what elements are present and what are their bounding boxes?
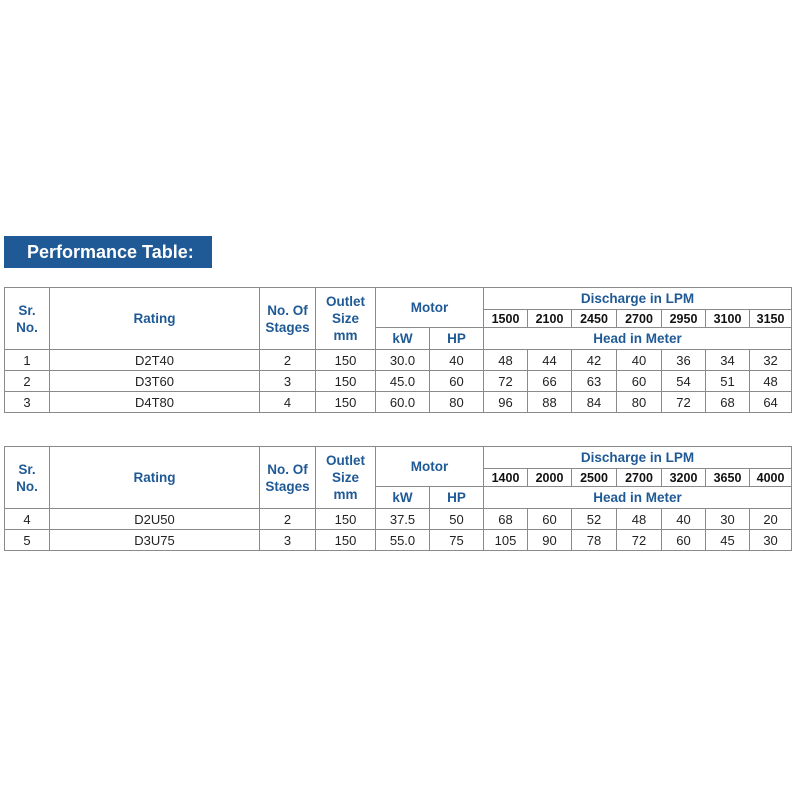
rating-header: Rating — [50, 288, 260, 350]
stages-cell: 4 — [260, 392, 316, 413]
discharge-value: 2950 — [662, 310, 706, 328]
outlet-cell: 150 — [316, 350, 376, 371]
kw-cell: 55.0 — [376, 530, 430, 551]
rating-cell: D2U50 — [50, 509, 260, 530]
sr-cell: 2 — [5, 371, 50, 392]
head-cell: 20 — [750, 509, 792, 530]
head-header: Head in Meter — [484, 328, 792, 350]
head-cell: 60 — [617, 371, 662, 392]
table-row — [5, 530, 792, 551]
head-cell: 72 — [662, 392, 706, 413]
head-cell: 48 — [617, 509, 662, 530]
discharge-value: 2700 — [617, 469, 662, 487]
discharge-header: Discharge in LPM — [484, 447, 792, 469]
kw-cell: 37.5 — [376, 509, 430, 530]
table-row — [5, 392, 792, 413]
discharge-value: 3150 — [750, 310, 792, 328]
head-cell: 54 — [662, 371, 706, 392]
stages-cell: 2 — [260, 509, 316, 530]
outlet-cell: 150 — [316, 530, 376, 551]
performance-table-1 — [4, 287, 792, 413]
outlet-header: Outlet Size mm — [316, 288, 376, 350]
head-cell: 48 — [750, 371, 792, 392]
hp-cell: 50 — [430, 509, 484, 530]
stages-cell: 3 — [260, 371, 316, 392]
sr-cell: 4 — [5, 509, 50, 530]
outlet-cell: 150 — [316, 371, 376, 392]
discharge-header: Discharge in LPM — [484, 288, 792, 310]
discharge-value: 1500 — [484, 310, 528, 328]
table-row — [5, 371, 792, 392]
sr-cell: 1 — [5, 350, 50, 371]
rating-cell: D3T60 — [50, 371, 260, 392]
discharge-value: 2500 — [572, 469, 617, 487]
head-cell: 90 — [528, 530, 572, 551]
performance-table-2 — [4, 446, 792, 551]
hp-cell: 60 — [430, 371, 484, 392]
kw-cell: 30.0 — [376, 350, 430, 371]
sr-no-header: Sr. No. — [5, 288, 50, 350]
page-title: Performance Table: — [4, 236, 212, 268]
head-cell: 105 — [484, 530, 528, 551]
head-cell: 63 — [572, 371, 617, 392]
discharge-value: 2450 — [572, 310, 617, 328]
head-cell: 64 — [750, 392, 792, 413]
stages-cell: 3 — [260, 530, 316, 551]
kw-cell: 45.0 — [376, 371, 430, 392]
head-cell: 30 — [706, 509, 750, 530]
head-cell: 51 — [706, 371, 750, 392]
head-cell: 78 — [572, 530, 617, 551]
head-cell: 42 — [572, 350, 617, 371]
head-cell: 36 — [662, 350, 706, 371]
stages-header: No. Of Stages — [260, 288, 316, 350]
head-cell: 72 — [617, 530, 662, 551]
kw-header: kW — [376, 487, 430, 509]
head-cell: 48 — [484, 350, 528, 371]
kw-header: kW — [376, 328, 430, 350]
discharge-value: 2700 — [617, 310, 662, 328]
head-cell: 34 — [706, 350, 750, 371]
rating-cell: D4T80 — [50, 392, 260, 413]
rating-cell: D2T40 — [50, 350, 260, 371]
outlet-header: Outlet Size mm — [316, 447, 376, 509]
head-cell: 40 — [662, 509, 706, 530]
hp-cell: 80 — [430, 392, 484, 413]
hp-cell: 40 — [430, 350, 484, 371]
hp-header: HP — [430, 487, 484, 509]
motor-header: Motor — [376, 447, 484, 487]
discharge-value: 3200 — [662, 469, 706, 487]
head-cell: 68 — [706, 392, 750, 413]
head-cell: 80 — [617, 392, 662, 413]
motor-header: Motor — [376, 288, 484, 328]
head-cell: 44 — [528, 350, 572, 371]
table-row — [5, 350, 792, 371]
head-cell: 60 — [528, 509, 572, 530]
hp-header: HP — [430, 328, 484, 350]
outlet-cell: 150 — [316, 392, 376, 413]
head-cell: 32 — [750, 350, 792, 371]
discharge-value: 3650 — [706, 469, 750, 487]
outlet-cell: 150 — [316, 509, 376, 530]
stages-cell: 2 — [260, 350, 316, 371]
head-cell: 96 — [484, 392, 528, 413]
head-cell: 30 — [750, 530, 792, 551]
rating-cell: D3U75 — [50, 530, 260, 551]
head-cell: 52 — [572, 509, 617, 530]
stages-header: No. Of Stages — [260, 447, 316, 509]
sr-no-header: Sr. No. — [5, 447, 50, 509]
head-cell: 68 — [484, 509, 528, 530]
head-header: Head in Meter — [484, 487, 792, 509]
table-row — [5, 509, 792, 530]
discharge-value: 1400 — [484, 469, 528, 487]
discharge-value: 4000 — [750, 469, 792, 487]
head-cell: 84 — [572, 392, 617, 413]
rating-header: Rating — [50, 447, 260, 509]
kw-cell: 60.0 — [376, 392, 430, 413]
head-cell: 88 — [528, 392, 572, 413]
head-cell: 40 — [617, 350, 662, 371]
discharge-value: 3100 — [706, 310, 750, 328]
discharge-value: 2000 — [528, 469, 572, 487]
head-cell: 66 — [528, 371, 572, 392]
sr-cell: 5 — [5, 530, 50, 551]
discharge-value: 2100 — [528, 310, 572, 328]
head-cell: 60 — [662, 530, 706, 551]
head-cell: 72 — [484, 371, 528, 392]
sr-cell: 3 — [5, 392, 50, 413]
hp-cell: 75 — [430, 530, 484, 551]
head-cell: 45 — [706, 530, 750, 551]
